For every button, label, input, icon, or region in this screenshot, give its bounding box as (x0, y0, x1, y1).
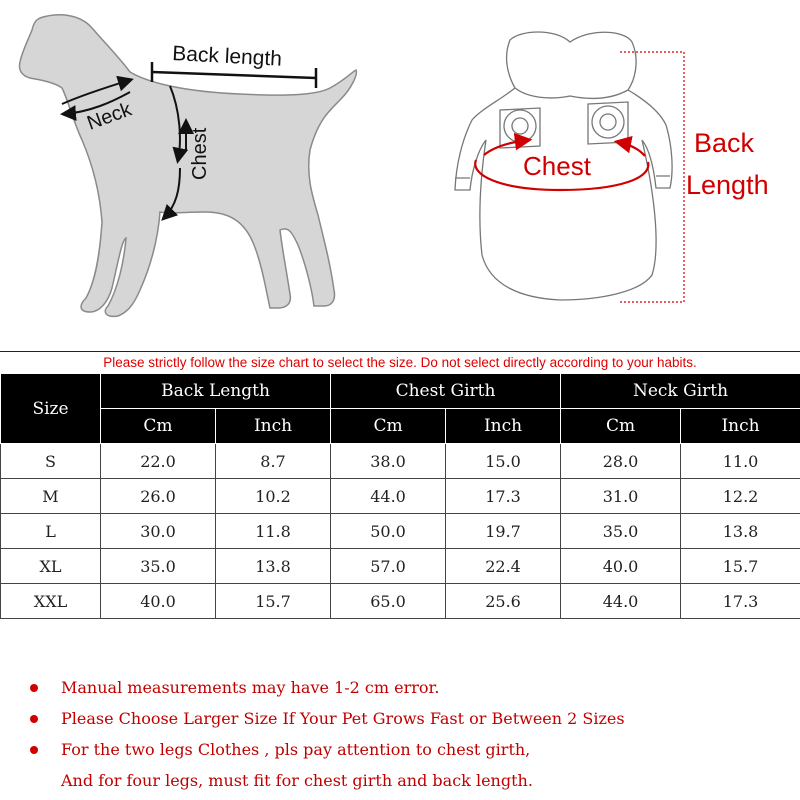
note-item (30, 672, 790, 703)
garment-chest-label: Chest (523, 151, 591, 181)
garment-chest-arrow-right (618, 142, 645, 156)
table-cell: 31.0 (561, 479, 681, 514)
table-cell: 30.0 (101, 514, 216, 549)
table-cell: 13.8 (216, 549, 331, 584)
table-row (1, 514, 800, 549)
measurement-illustration (0, 0, 800, 345)
table-cell: 25.6 (446, 584, 561, 619)
back-length-line (152, 72, 316, 78)
note-text: And for four legs, must fit for chest girth and back length. (61, 771, 533, 790)
size-chart-table (0, 373, 800, 619)
size-cell: XL (1, 549, 101, 584)
illustration-svg (0, 0, 800, 345)
chest-girth-header: Chest Girth (331, 374, 561, 409)
unit-header: Cm (101, 409, 216, 444)
table-cell: 26.0 (101, 479, 216, 514)
table-cell: 11.0 (681, 444, 800, 479)
table-cell: 57.0 (331, 549, 446, 584)
unit-header: Inch (681, 409, 800, 444)
table-cell: 15.7 (216, 584, 331, 619)
table-row (1, 479, 800, 514)
table-cell: 35.0 (101, 549, 216, 584)
back-length-label: Back length (171, 42, 283, 71)
bullet-icon (30, 684, 38, 692)
table-cell: 15.0 (446, 444, 561, 479)
table-header-row (1, 374, 800, 409)
size-cell: S (1, 444, 101, 479)
note-text: Please Choose Larger Size If Your Pet Grows Fast or Between 2 Sizes (61, 709, 625, 728)
table-cell: 15.7 (681, 549, 800, 584)
table-cell: 44.0 (561, 584, 681, 619)
table-cell: 35.0 (561, 514, 681, 549)
table-unit-row (1, 409, 800, 444)
table-cell: 17.3 (681, 584, 800, 619)
note-item-continued (30, 765, 790, 796)
bullet-icon (30, 715, 38, 723)
table-cell: 19.7 (446, 514, 561, 549)
table-row (1, 444, 800, 479)
back-length-header: Back Length (101, 374, 331, 409)
table-cell: 40.0 (101, 584, 216, 619)
size-cell: XXL (1, 584, 101, 619)
note-item (30, 703, 790, 734)
table-row (1, 584, 800, 619)
chest-label: Chest (189, 127, 211, 180)
table-cell: 17.3 (446, 479, 561, 514)
note-text: For the two legs Clothes , pls pay attention to chest girth, (61, 740, 531, 759)
bullet-icon (30, 746, 38, 754)
notes-list (30, 672, 790, 796)
note-text: Manual measurements may have 1-2 cm error. (61, 678, 440, 697)
note-item (30, 734, 790, 765)
table-cell: 44.0 (331, 479, 446, 514)
table-cell: 10.2 (216, 479, 331, 514)
size-notice: Please strictly follow the size chart to select the size. Do not select directly according to your habits. (0, 351, 800, 374)
table-cell: 65.0 (331, 584, 446, 619)
size-cell: L (1, 514, 101, 549)
table-cell: 38.0 (331, 444, 446, 479)
table-cell: 13.8 (681, 514, 800, 549)
garment-back-label-line1: Back (694, 128, 755, 158)
table-cell: 22.4 (446, 549, 561, 584)
table-cell: 22.0 (101, 444, 216, 479)
size-cell: M (1, 479, 101, 514)
neck-label: Neck (84, 98, 135, 135)
unit-header: Cm (331, 409, 446, 444)
neck-girth-header: Neck Girth (561, 374, 800, 409)
garment-back-label-line2: Length (686, 170, 769, 200)
size-column-header: Size (1, 374, 101, 444)
table-cell: 28.0 (561, 444, 681, 479)
table-cell: 50.0 (331, 514, 446, 549)
unit-header: Cm (561, 409, 681, 444)
table-cell: 12.2 (681, 479, 800, 514)
table-row (1, 549, 800, 584)
unit-header: Inch (216, 409, 331, 444)
table-cell: 11.8 (216, 514, 331, 549)
unit-header: Inch (446, 409, 561, 444)
table-cell: 8.7 (216, 444, 331, 479)
table-cell: 40.0 (561, 549, 681, 584)
